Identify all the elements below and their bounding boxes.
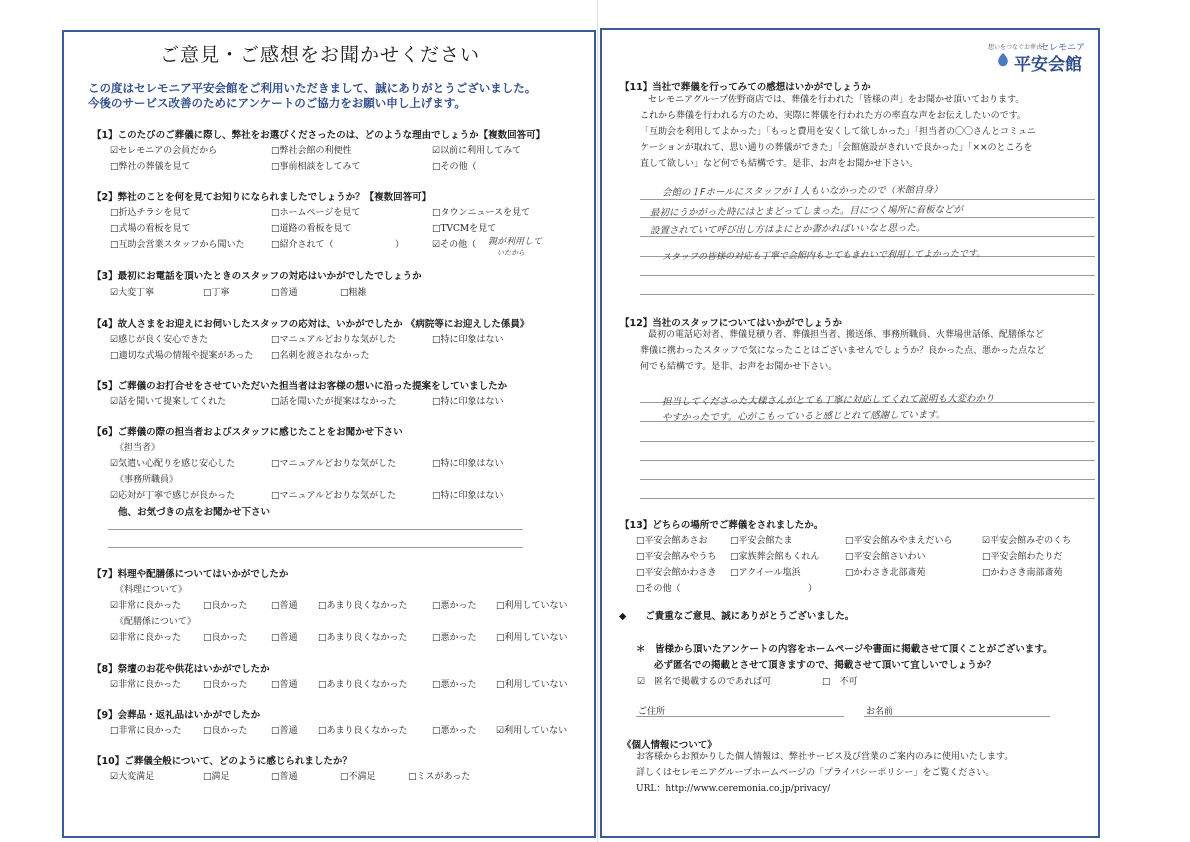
q8-option[interactable]: □普通 xyxy=(271,680,298,690)
q3-option[interactable]: □普通 xyxy=(271,288,298,298)
q11-answer-line[interactable] xyxy=(640,199,1095,200)
privacy-text-line: 詳しくはセレモニアグループホームページの「プライバシーポリシー」をご覧ください。 xyxy=(636,768,995,778)
q11-answer-line[interactable] xyxy=(640,236,1095,237)
q2-option[interactable]: □タウンニュースを見て xyxy=(432,208,531,218)
q2-option-close: ） xyxy=(395,240,405,250)
q12-text-line: 最初の電話応対者、葬儀見積り者、葬儀担当者、搬送係、事務所職員、火葬場世話係、配膳係など xyxy=(648,330,1045,340)
q9-option[interactable]: ☑利用していない xyxy=(496,726,568,736)
q9-option[interactable]: □非常に良かった xyxy=(110,726,182,736)
q11-text-line: 「互助会を利用してよかった」「もっと費用を安くして欲しかった」「担当者の〇〇さんとコミュニ xyxy=(640,127,1036,137)
q1-option[interactable]: ☑セレモニアの会員だから xyxy=(110,146,218,156)
page-fold xyxy=(597,0,598,842)
q6-option[interactable]: ☑応対が丁寧で感じが良かった xyxy=(110,491,236,501)
q9-option[interactable]: □良かった xyxy=(203,726,248,736)
q5-option[interactable]: ☑話を聞いて提案してくれた xyxy=(110,397,227,407)
q13-option[interactable]: □平安会館あさお xyxy=(636,536,708,546)
q2-option[interactable]: □ホームページを見て xyxy=(271,208,361,218)
q2-handwritten: 親が利用して xyxy=(488,237,543,247)
q7-option[interactable]: □あまり良くなかった xyxy=(318,601,408,611)
q10-option[interactable]: ☑大変満足 xyxy=(110,772,155,782)
name-field[interactable] xyxy=(864,716,1050,717)
q6-title: 【6】ご葬儀の際の担当者およびスタッフに感じたことをお聞かせ下さい xyxy=(92,427,403,438)
q5-title: 【5】ご葬儀のお打合せをさせていただいた担当者はお客様の想いに沿った提案をしていましたか xyxy=(92,381,508,392)
q12-answer-line[interactable] xyxy=(640,460,1095,461)
q1-option[interactable]: □事前相談をしてみて xyxy=(271,162,361,172)
q13-title: 【13】どちらの場所でご葬儀をされましたか。 xyxy=(620,520,824,531)
q1-option[interactable]: □弊社会館の利便性 xyxy=(271,146,352,156)
q11-handwritten-line: スタッフの皆様の対応も丁寧で会館内もとてもきれいで利用してよかったです。 xyxy=(661,249,986,263)
q12-handwritten-line: 担当してくださった大様さんがとても丁寧に対応してくれて説明も大変わかり xyxy=(661,393,995,408)
logo-name: 平安会館 xyxy=(1014,55,1082,75)
q12-handwritten-line: やすかったです。心がこもっていると感じとれて感謝しています。 xyxy=(661,409,946,424)
q8-option[interactable]: ☑非常に良かった xyxy=(110,680,182,690)
q7-option[interactable]: □普通 xyxy=(271,601,298,611)
q13-option[interactable]: □その他（ xyxy=(636,584,681,594)
address-field[interactable] xyxy=(636,716,844,717)
q13-option[interactable]: □かわさき北部斎苑 xyxy=(845,568,926,578)
q9-option[interactable]: □普通 xyxy=(271,726,298,736)
q13-option[interactable]: □平安会館みやまえだいら xyxy=(845,536,953,546)
q7-subheading: 《料理について》 xyxy=(115,585,187,595)
q1-option[interactable]: □その他（ xyxy=(432,162,477,172)
q9-option[interactable]: □悪かった xyxy=(432,726,477,736)
q6-option[interactable]: ☑気遣い心配りを感じ安心した xyxy=(110,459,236,469)
q6-answer-line[interactable] xyxy=(108,529,523,530)
q4-option[interactable]: ☑感じが良く安心できた xyxy=(110,335,209,345)
privacy-title: 《個人情報について》 xyxy=(622,740,717,751)
q11-title: 【11】当社で葬儀を行ってみての感想はいかがでしょうか xyxy=(620,82,871,93)
q10-title: 【10】ご葬儀全般について、どのように感じられましたか？ xyxy=(92,756,352,767)
q1-title: 【1】このたびのご葬儀に際し、弊社をお選びくださったのは、どのような理由でしょうか【複数回答可】 xyxy=(92,130,546,141)
q11-answer-line[interactable] xyxy=(640,275,1095,276)
privacy-text-line: お客様からお預かりした個人情報は、弊社サービス及び営業のご案内のみに使用いたします。 xyxy=(636,752,1014,762)
q13-option[interactable]: □平安会館みやうち xyxy=(636,552,717,562)
intro-line-1: この度はセレモニア平安会館をご利用いただきまして、誠にありがとうございました。 xyxy=(88,81,537,95)
q9-title: 【9】会葬品・返礼品はいかがでしたか xyxy=(92,710,261,721)
q6-option[interactable]: □特に印象はない xyxy=(432,459,504,469)
intro-line-2: 今後のサービス改善のためにアンケートのご協力をお願い申し上げます。 xyxy=(88,96,466,110)
q10-option[interactable]: □ミスがあった xyxy=(408,772,471,782)
q2-option[interactable]: □道路の看板を見て xyxy=(271,224,352,234)
q11-handwritten-line: 最初にうかがった時にはとまどってしまった。目につく場所に看板などが xyxy=(649,204,964,219)
q13-option[interactable]: ☑平安会館みぞのくち xyxy=(982,536,1072,546)
privacy-url[interactable]: URL：http://www.ceremonia.co.jp/privacy/ xyxy=(636,784,831,794)
q10-option[interactable]: □満足 xyxy=(203,772,230,782)
q7-option[interactable]: □普通 xyxy=(271,633,298,643)
q6-other-label: 他、お気づきの点をお聞かせ下さい xyxy=(118,507,271,518)
logo-mark-icon xyxy=(997,53,1009,67)
q12-answer-line[interactable] xyxy=(640,441,1095,442)
q11-handwritten-line: 設置されていて呼び出し方はよにとか書かればいいなと思った。 xyxy=(649,222,926,237)
q6-answer-line[interactable] xyxy=(108,547,523,548)
q12-title: 【12】当社のスタッフについてはいかがでしょうか xyxy=(620,318,843,329)
q1-option[interactable]: ☑以前に利用してみて xyxy=(432,146,522,156)
q11-text-line: 直して欲しい」など何でも結構です。是非、お声をお聞かせ下さい。 xyxy=(640,159,919,169)
q12-text-line: 葬儀に携わったスタッフで気になったことはございませんでしょうか？良かった点、悪かった点など xyxy=(640,346,1046,356)
q7-title: 【7】料理や配膳係についてはいかがでしたか xyxy=(92,569,289,580)
q3-title: 【3】最初にお電話を頂いたときのスタッフの対応はいかがでしたでしょうか xyxy=(92,271,422,282)
q10-option[interactable]: □普通 xyxy=(271,772,298,782)
q2-option[interactable]: □式場の看板を見て xyxy=(110,224,191,234)
q6-subheading: 《担当者》 xyxy=(115,443,161,453)
publish-notice-line-2: 必ず匿名での掲載とさせて頂きますので、掲載させて頂いて宜しいでしょうか？ xyxy=(654,660,996,671)
q2-option[interactable]: □TVCMを見て xyxy=(432,224,497,234)
publish-option-no[interactable]: □ 不可 xyxy=(822,677,858,687)
page-title: ご意見・ご感想をお聞かせください xyxy=(160,44,481,66)
q4-option[interactable]: □適切な式場の情報や提案があった xyxy=(110,351,254,361)
q6-option[interactable]: □特に印象はない xyxy=(432,491,504,501)
q8-title: 【8】祭壇のお花や供花はいかがでしたか xyxy=(92,664,270,675)
q9-option[interactable]: □あまり良くなかった xyxy=(318,726,408,736)
q8-option[interactable]: □良かった xyxy=(203,680,248,690)
q4-option[interactable]: □名刺を渡されなかった xyxy=(271,351,370,361)
q13-option[interactable]: □平安会館さいわい xyxy=(845,552,926,562)
q7-option[interactable]: □あまり良くなかった xyxy=(318,633,408,643)
q10-option[interactable]: □不満足 xyxy=(340,772,376,782)
q11-text-line: ケーションが取れて、思い通りの葬儀ができた」「会館施設がきれいで良かった」「××のところを xyxy=(640,143,1033,153)
q4-title: 【4】故人さまをお迎えにお伺いしたスタッフの応対は、いかがでしたか 《病院等にお迎えした係員》 xyxy=(92,319,530,330)
q11-text-line: セレモニアグループ佐野商店では、葬儀を行われた「皆様の声」をお聞かせ頂いております。 xyxy=(648,95,1025,105)
q12-text-line: 何でも結構です。是非、お声をお聞かせ下さい。 xyxy=(640,362,838,372)
q13-option[interactable]: □平安会館かわさき xyxy=(636,568,717,578)
q7-option[interactable]: □良かった xyxy=(203,633,248,643)
name-label: お名前 xyxy=(866,707,894,717)
q2-option[interactable]: □折込チラシを見て xyxy=(110,208,191,218)
q13-option[interactable]: □家族葬会館もくれん xyxy=(730,552,820,562)
q13-option[interactable]: □平安会館わたりだ xyxy=(982,552,1063,562)
q6-option[interactable]: □マニュアルどおりな気がした xyxy=(271,459,397,469)
logo-tagline: 想いをつなぐお葬式 xyxy=(988,44,1043,51)
q2-option[interactable]: □互助会営業スタッフから聞いた xyxy=(110,240,245,250)
q2-option[interactable]: □紹介されて（ xyxy=(271,240,334,250)
q4-option[interactable]: □特に印象はない xyxy=(432,335,504,345)
q3-option[interactable]: □粗雑 xyxy=(340,288,367,298)
q7-option[interactable]: □利用していない xyxy=(496,601,568,611)
q13-option[interactable]: □かわさき南部斎苑 xyxy=(982,568,1063,578)
q2-option[interactable]: ☑その他（ xyxy=(432,240,477,250)
q7-option[interactable]: □利用していない xyxy=(496,633,568,643)
q5-option[interactable]: □特に印象はない xyxy=(432,397,504,407)
q12-answer-line[interactable] xyxy=(640,479,1095,480)
q2-handwritten-2: いたから xyxy=(497,249,525,257)
q7-option[interactable]: ☑非常に良かった xyxy=(110,633,182,643)
q8-option[interactable]: □利用していない xyxy=(496,680,568,690)
q7-subheading: 《配膳係について》 xyxy=(115,617,196,627)
q11-text-line: これから葬儀を行われる方のため、実際に葬儀を行われた方の率直な声をお伝えしたいのです。 xyxy=(640,111,1026,121)
q13-option-close: ） xyxy=(808,584,818,594)
q1-option[interactable]: □弊社の葬儀を見て xyxy=(110,162,191,172)
q3-option[interactable]: ☑大変丁寧 xyxy=(110,288,155,298)
q7-option[interactable]: ☑非常に良かった xyxy=(110,601,182,611)
q2-title: 【2】弊社のことを何を見てお知りになられましたでしょうか？【複数回答可】 xyxy=(92,192,432,203)
q6-subheading: 《事務所職員》 xyxy=(115,475,179,485)
q11-answer-line[interactable] xyxy=(640,294,1095,295)
q13-option[interactable]: □アクイール塩浜 xyxy=(730,568,801,578)
q8-option[interactable]: □あまり良くなかった xyxy=(318,680,408,690)
q6-option[interactable]: □マニュアルどおりな気がした xyxy=(271,491,397,501)
address-label: ご住所 xyxy=(638,707,666,717)
q4-option[interactable]: □マニュアルどおりな気がした xyxy=(271,335,397,345)
q7-option[interactable]: □悪かった xyxy=(432,601,477,611)
q5-option[interactable]: □話を聞いたが提案はなかった xyxy=(271,397,397,407)
q3-option[interactable]: □丁寧 xyxy=(203,288,230,298)
q13-option[interactable]: □平安会館たま xyxy=(730,536,793,546)
q7-option[interactable]: □良かった xyxy=(203,601,248,611)
q11-handwritten-line: 会館の１Fホールにスタッフが１人もいなかったので（米館自身） xyxy=(661,184,943,199)
publish-option-yes[interactable]: ☑ 匿名で掲載するのであれば可 xyxy=(637,677,772,687)
q7-option[interactable]: □悪かった xyxy=(432,633,477,643)
logo-brand: セレモニア xyxy=(1040,43,1086,53)
q8-option[interactable]: □悪かった xyxy=(432,680,477,690)
publish-notice-line-1: ＊ 皆様から頂いたアンケートの内容をホームページや書面に掲載させて頂くことがございます。 xyxy=(636,644,1053,655)
q12-answer-line[interactable] xyxy=(640,498,1095,499)
thanks-message: ◆ ご貴重なご意見、誠にありがとうございました。 xyxy=(619,611,855,622)
